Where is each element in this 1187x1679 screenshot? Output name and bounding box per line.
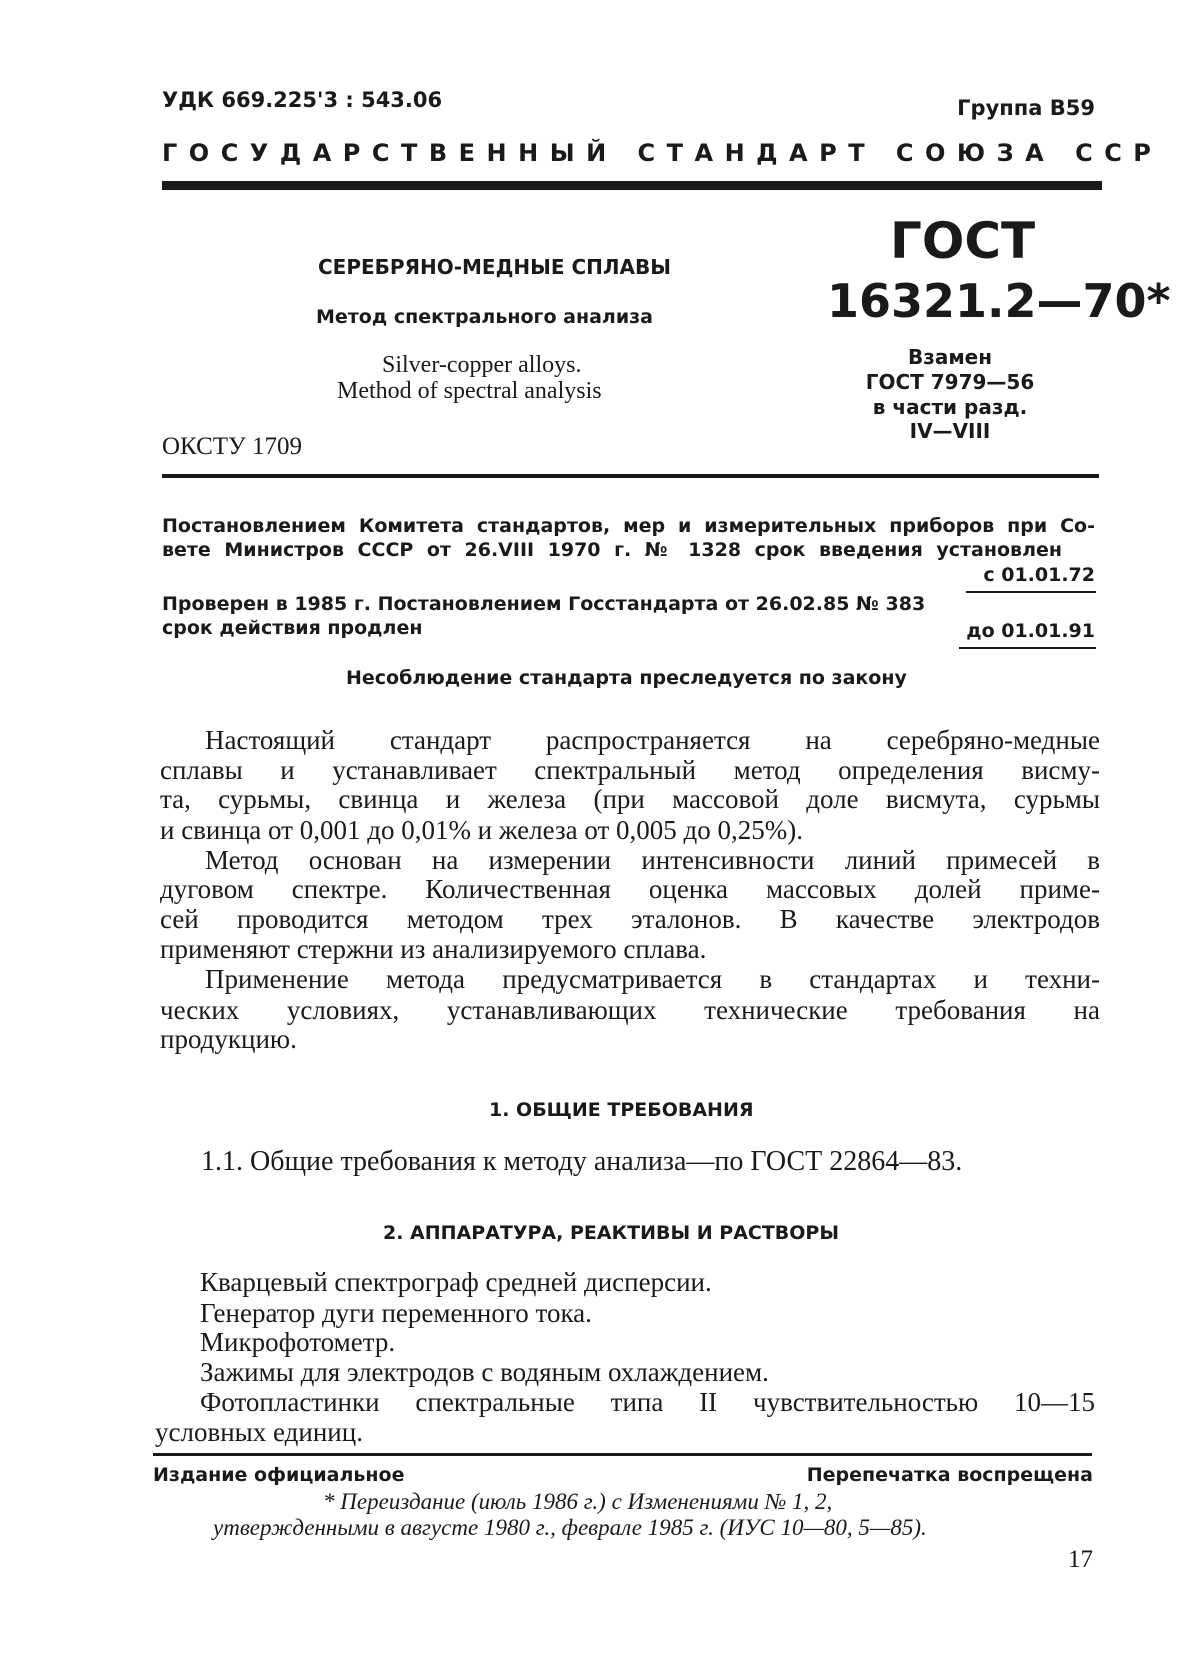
title-en-line2: Method of spectral analysis: [337, 378, 602, 404]
intro-p1-line4: и свинца от 0,001 до 0,01% и железа от 0,005 до 0,25%).: [160, 815, 804, 845]
intro-p3-line3: продукцию.: [160, 1024, 297, 1054]
legal-warning: Несоблюдение стандарта преследуется по закону: [346, 667, 907, 689]
equipment-item: Генератор дуги переменного тока.: [200, 1298, 592, 1328]
replaces-line4: IV—VIII: [909, 419, 991, 443]
intro-p2-line1: Метод основан на измерении интенсивности линий примесей в: [205, 845, 1100, 875]
intro-p2-line2: дуговом спектре. Количественная оценка массовых долей приме-: [160, 874, 1100, 904]
title-block-rule: [162, 474, 1099, 478]
intro-p2-line4: применяют стержни из анализируемого сплава.: [160, 934, 707, 964]
equipment-item: Зажимы для электродов с водяным охлаждением.: [200, 1357, 769, 1387]
equipment-item: условных единиц.: [155, 1417, 363, 1447]
state-standard-banner: ГОСУДАРСТВЕННЫЙ СТАНДАРТ СОЮЗА ССР: [162, 139, 1163, 167]
group-code: Группа В59: [957, 96, 1095, 120]
replaces-line1: Взамен: [907, 345, 993, 369]
checked-line1: Проверен в 1985 г. Постановлением Госстандарта от 26.02.85 № 383: [162, 593, 926, 615]
intro-p1-line1: Настоящий стандарт распространяется на серебряно-медные: [205, 725, 1100, 755]
intro-p3-line1: Применение метода предусматривается в стандартах и техни-: [205, 964, 1100, 994]
title-en-line1: Silver-copper alloys.: [382, 352, 582, 378]
oksty-code: ОКСТУ 1709: [162, 433, 303, 460]
official-edition: Издание официальное: [153, 1464, 405, 1486]
equipment-item: Кварцевый спектрограф средней дисперсии.: [200, 1267, 712, 1297]
intro-p2-line3: сей проводится методом трех эталонов. В качестве электродов: [160, 904, 1100, 934]
intro-p3-line2: ческих условиях, устанавливающих технические требования на: [160, 995, 1100, 1025]
replaces-line3: в части разд.: [872, 395, 1028, 419]
date-to-underline: [959, 647, 1096, 649]
title-ru: СЕРЕБРЯНО-МЕДНЫЕ СПЛАВЫ: [318, 255, 671, 279]
decree-line2: вете Министров СССР от 26.VIII 1970 г. № 1328 срок введения установлен: [162, 539, 1062, 561]
section2-heading: 2. АППАРАТУРА, РЕАКТИВЫ И РАСТВОРЫ: [383, 1222, 840, 1244]
gost-label: ГОСТ: [890, 212, 1036, 270]
reprint-prohibited: Перепечатка воспрещена: [806, 1464, 1093, 1486]
checked-line2: срок действия продлен: [162, 617, 423, 639]
page-number: 17: [1068, 1546, 1093, 1573]
date-to: до 01.01.91: [966, 620, 1095, 642]
equipment-item: Фотопластинки спектральные типа II чувствительностью 10—15: [200, 1387, 1095, 1417]
footnote-line2: утвержденными в августе 1980 г., феврале 1985 г. (ИУС 10—80, 5—85).: [213, 1515, 927, 1540]
footnote-line1: * Переиздание (июль 1986 г.) с Изменениями № 1, 2,: [323, 1489, 833, 1514]
decree-line1: Постановлением Комитета стандартов, мер и измерительных приборов при Со-: [162, 515, 1095, 537]
equipment-item: Микрофотометр.: [200, 1327, 396, 1357]
date-from-underline: [966, 591, 1096, 593]
intro-p1-line3: та, сурьмы, свинца и железа (при массовой доле висмута, сурьмы: [160, 784, 1100, 814]
udk-code: УДК 669.225'3 : 543.06: [162, 88, 443, 112]
gost-number: 16321.2—70*: [827, 274, 1171, 328]
subtitle-ru: Метод спектрального анализа: [316, 306, 653, 328]
section1-heading: 1. ОБЩИЕ ТРЕБОВАНИЯ: [489, 1099, 754, 1121]
replaces-line2: ГОСТ 7979—56: [865, 370, 1035, 394]
section1-item-1-1: 1.1. Общие требования к методу анализа—по ГОСТ 22864—83.: [201, 1146, 963, 1177]
intro-p1-line2: сплавы и устанавливает спектральный метод определения висму-: [160, 755, 1100, 785]
date-from: с 01.01.72: [983, 564, 1095, 586]
footer-rule: [153, 1453, 1092, 1456]
header-thick-rule: [162, 181, 1102, 190]
